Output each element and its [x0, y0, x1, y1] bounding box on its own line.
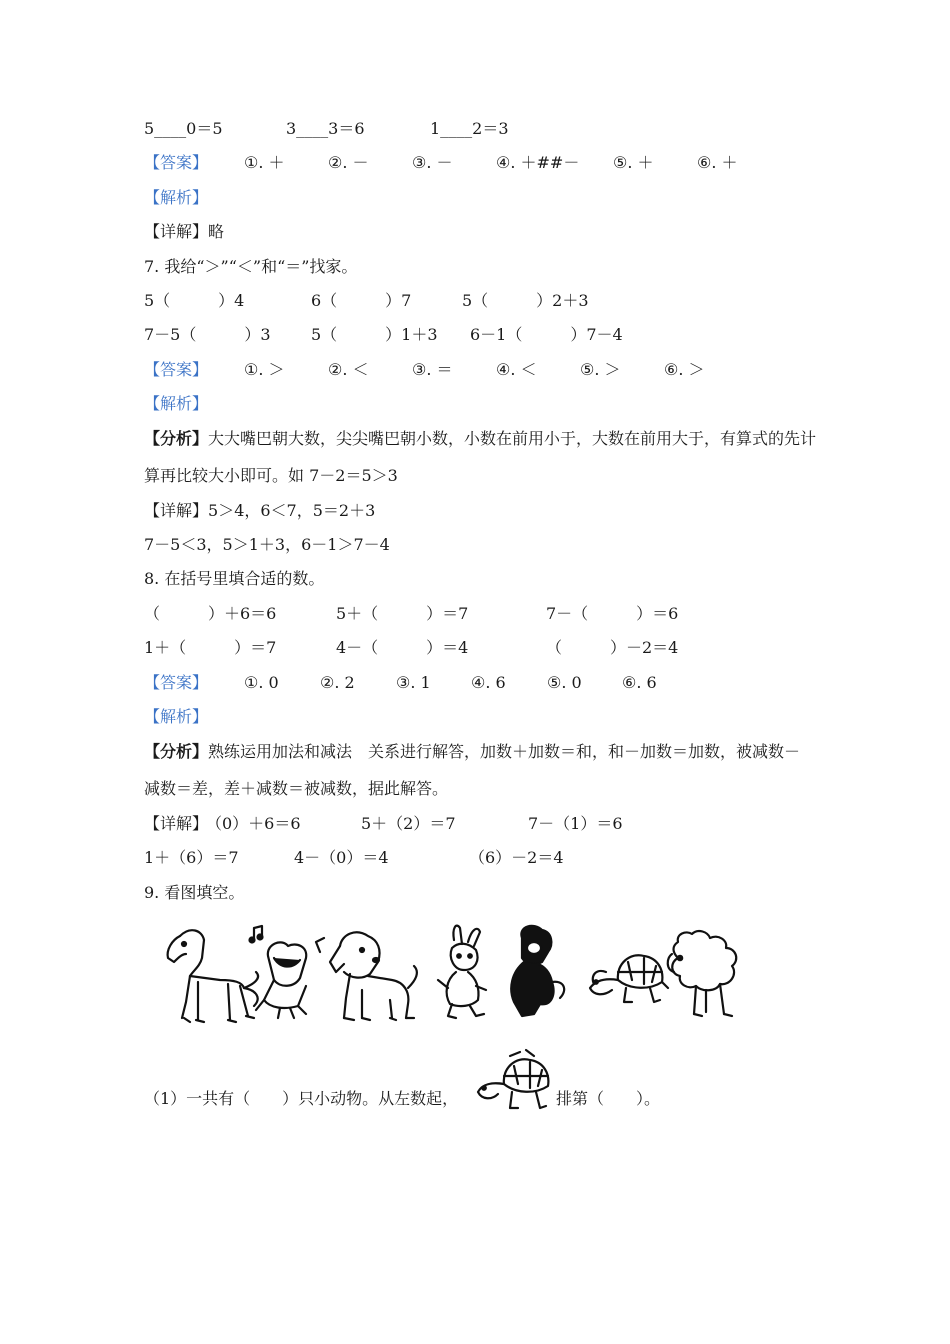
q6-answer-6: ⑥. ＋	[697, 153, 738, 172]
q8-answer-4: ④. 6	[471, 673, 506, 692]
q8-answer-6: ⑥. 6	[622, 673, 657, 692]
q7-answer-1: ①. ＞	[244, 360, 285, 379]
q8-detail-2: 5＋（2）＝7	[361, 814, 456, 833]
q9-title: 9. 看图填空。	[144, 883, 245, 902]
q8-answer-2: ②. 2	[320, 673, 355, 692]
q8-detail-5: 4－（0）＝4	[294, 848, 389, 867]
q7-answer-3: ③. ＝	[412, 360, 453, 379]
q7-title: 7. 我给“＞”“＜”和“＝”找家。	[144, 257, 358, 276]
q7-item-3: 5（ ）2＋3	[462, 291, 589, 310]
q8-item-5: 4－（ ）＝4	[336, 638, 469, 657]
q6-detail: 【详解】略	[144, 222, 225, 241]
q7-fenxi-tag: 【分析】	[144, 429, 209, 448]
sheep-icon	[668, 931, 737, 1016]
q8-detail-tag: 【详解】	[144, 814, 209, 833]
q8-answer-1: ①. 0	[244, 673, 279, 692]
q8-fenxi-line1	[144, 742, 800, 762]
q6-answer-2: ②. －	[328, 153, 369, 172]
q8-fenxi-tag: 【分析】	[144, 742, 209, 761]
q8-item-1: （ ）＋6＝6	[144, 604, 277, 623]
q7-answer-6: ⑥. ＞	[664, 360, 705, 379]
q6-answer-1: ①. ＋	[244, 153, 285, 172]
q7-detail-text1: 5＞4，6＜7，5＝2＋3	[208, 501, 376, 520]
q8-answer-3: ③. 1	[396, 673, 431, 692]
animal-row	[150, 918, 760, 1030]
q6-analysis-tag: 【解析】	[144, 188, 209, 207]
q7-detail-line1	[144, 501, 375, 521]
q8-fenxi-line2: 减数＝差，差＋减数＝被减数，据此解答。	[144, 779, 449, 798]
q8-title: 8. 在括号里填合适的数。	[144, 569, 325, 588]
q8-item-3: 7－（ ）＝6	[546, 604, 679, 623]
q6-answer-4: ④. ＋##－	[496, 153, 580, 172]
q8-fenxi-text1: 熟练运用加法和减法 关系进行解答，加数＋加数＝和，和－加数＝加数，被减数－	[208, 742, 801, 761]
q8-item-2: 5＋（ ）＝7	[336, 604, 469, 623]
q7-item-1: 5（ ）4	[144, 291, 245, 310]
q8-detail-3: 7－（1）＝6	[528, 814, 623, 833]
q8-analysis-tag: 【解析】	[144, 707, 209, 726]
q6-equation-1: 5____0＝5	[144, 119, 223, 138]
frog-icon	[250, 926, 325, 1018]
q8-answer-5: ⑤. 0	[547, 673, 582, 692]
q9-sub1-part1: （1）一共有（ ）只小动物。从左数起，	[144, 1089, 459, 1108]
turtle-icon	[476, 1048, 552, 1118]
q7-fenxi-line2: 算再比较大小即可。如 7－2＝5＞3	[144, 466, 398, 485]
q6-equation-3: 1____2＝3	[430, 119, 509, 138]
q8-item-6: （ ）－2＝4	[546, 638, 679, 657]
q7-fenxi-text1: 大大嘴巴朝大数，尖尖嘴巴朝小数，小数在前用小于，大数在前用大于，有算式的先计	[208, 429, 817, 448]
q6-answer-3: ③. －	[412, 153, 453, 172]
turtle-icon	[590, 955, 668, 1002]
q8-answer-tag: 【答案】	[144, 673, 209, 692]
q9-sub1-part2: 排第（ ）。	[556, 1089, 661, 1108]
q6-equation-2: 3____3＝6	[286, 119, 365, 138]
horse-icon	[168, 930, 258, 1022]
q7-item-2: 6（ ）7	[311, 291, 412, 310]
rabbit-icon	[438, 926, 486, 1018]
q7-item-6: 6－1（ ）7－4	[470, 325, 623, 344]
q8-detail-1: （0）＋6＝6	[206, 814, 301, 833]
q7-analysis-tag: 【解析】	[144, 394, 209, 413]
monkey-icon	[511, 926, 564, 1016]
q7-detail-line2: 7－5＜3，5＞1＋3，6－1＞7－4	[144, 535, 390, 554]
q7-answer-5: ⑤. ＞	[580, 360, 621, 379]
q8-item-4: 1＋（ ）＝7	[144, 638, 277, 657]
q7-answer-tag: 【答案】	[144, 360, 209, 379]
q7-item-5: 5（ ）1＋3	[311, 325, 438, 344]
q6-answer-5: ⑤. ＋	[613, 153, 654, 172]
q7-answer-2: ②. ＜	[328, 360, 369, 379]
q7-answer-4: ④. ＜	[496, 360, 537, 379]
dog-icon	[330, 932, 417, 1020]
q6-answer-tag: 【答案】	[144, 153, 209, 172]
q8-detail-6: （6）－2＝4	[469, 848, 564, 867]
q8-detail-4: 1＋（6）＝7	[144, 848, 239, 867]
q7-item-4: 7－5（ ）3	[144, 325, 271, 344]
q7-detail-tag: 【详解】	[144, 501, 209, 520]
q7-fenxi-line1	[144, 429, 816, 449]
